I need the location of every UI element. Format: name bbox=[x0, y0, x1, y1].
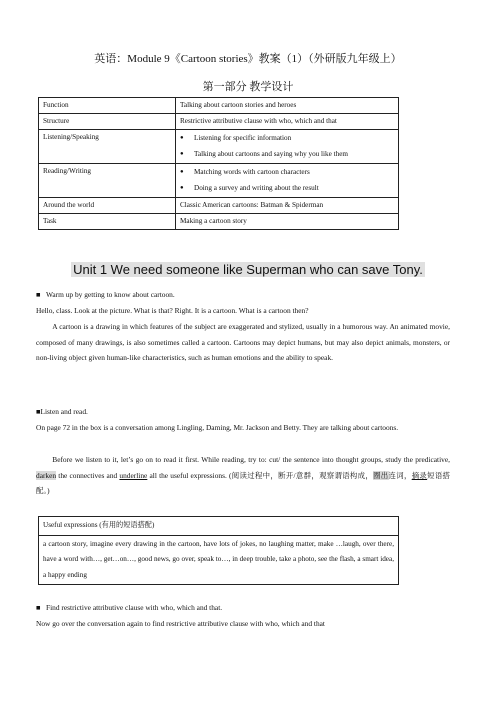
useful-expressions-body: a cartoon story, imagine every drawing in the cartoon, have lots of jokes, no laughing matter, make …laugh, over there, have a word with…, get…on…, good news, go over, speak to…, in deep trouble, take a photo, see the flash, a smart idea, a happy ending bbox=[39, 535, 399, 585]
last-line: Now go over the conversation again to find restrictive attributive clause with who, which and that bbox=[36, 619, 325, 628]
bullet-item bbox=[180, 184, 394, 193]
square-bullet-icon: ■ bbox=[36, 603, 41, 612]
lesson-overview-table bbox=[38, 97, 399, 230]
table-value bbox=[176, 130, 399, 164]
table-key: Around the world bbox=[39, 198, 176, 214]
warmup-text: Warm up by getting to know about cartoon. bbox=[46, 290, 175, 299]
square-bullet-icon: ■ bbox=[36, 290, 41, 299]
reading-instructions-paragraph: Before we listen to it, let’s go on to read it first. While reading, try to: cut/ the sentence into thought groups, study the predicative, darken the connectives and underline all the useful expressions. (阅读过程中，断开/意群，观察谓语构成，圈出连词，摘录短语搭配。) bbox=[36, 455, 450, 495]
bullet-icon: ● bbox=[180, 169, 184, 175]
table-row bbox=[39, 535, 399, 585]
warmup-heading bbox=[36, 287, 450, 303]
bullet-icon: ● bbox=[180, 135, 184, 141]
bullet-item bbox=[180, 150, 394, 159]
bullet-text: Listening for specific information bbox=[194, 134, 292, 142]
table-key: Listening/Speaking bbox=[39, 130, 176, 164]
table-key: Reading/Writing bbox=[39, 164, 176, 198]
table-value bbox=[176, 164, 399, 198]
bullet-text: Doing a survey and writing about the result bbox=[194, 184, 319, 192]
table-row bbox=[39, 130, 399, 164]
bullet-text: Matching words with cartoon characters bbox=[194, 168, 310, 176]
cn-underline-highlight: 摘录 bbox=[411, 470, 428, 480]
page72-paragraph: On page 72 in the box is a conversation among Lingling, Daming, Mr. Jackson and Betty. They are talking about cartoons. bbox=[36, 423, 399, 432]
table-row bbox=[39, 198, 399, 214]
cn-darken-highlight: 圈出 bbox=[373, 470, 389, 480]
bullet-icon: ● bbox=[180, 151, 184, 157]
table-row bbox=[39, 214, 399, 230]
table-row bbox=[39, 114, 399, 130]
table-row bbox=[39, 98, 399, 114]
table-row bbox=[39, 517, 399, 536]
table-key: Structure bbox=[39, 114, 176, 130]
useful-expressions-header: Useful expressions (有用的短语搭配) bbox=[39, 517, 399, 536]
find-heading bbox=[36, 600, 450, 616]
underline-highlight: underline bbox=[119, 470, 148, 480]
bullet-icon: ● bbox=[180, 185, 184, 191]
bullet-item bbox=[180, 134, 394, 143]
table-value: Talking about cartoon stories and heroes bbox=[176, 98, 399, 114]
bullet-text: Talking about cartoons and saying why you like them bbox=[194, 150, 348, 158]
cartoon-definition-paragraph: A cartoon is a drawing in which features of the subject are exaggerated and stylized, usually in a humorous way. An animated movie, composed of many drawings, is also sometimes called a cartoon. Cartoons may depict humans, but may also depict animals, monsters, or non-living object given human-like characteristics, such as human emotions and the ability to speak. bbox=[36, 322, 450, 362]
bullet-item bbox=[180, 168, 394, 177]
table-value: Making a cartoon story bbox=[176, 214, 399, 230]
darken-highlight: darken bbox=[36, 470, 57, 480]
table-key: Task bbox=[39, 214, 176, 230]
table-key: Function bbox=[39, 98, 176, 114]
table-value: Classic American cartoons: Batman & Spiderman bbox=[176, 198, 399, 214]
document-title: 英语：Module 9《Cartoon stories》教案（1）（外研版九年级上） bbox=[94, 53, 402, 65]
section-subtitle: 第一部分 教学设计 bbox=[202, 81, 294, 93]
table-row bbox=[39, 164, 399, 198]
table-value: Restrictive attributive clause with who, which and that bbox=[176, 114, 399, 130]
listen-heading: ■Listen and read. bbox=[36, 407, 88, 416]
unit-heading: Unit 1 We need someone like Superman who can save Tony. bbox=[73, 262, 423, 277]
useful-expressions-table bbox=[38, 516, 399, 585]
hello-line: Hello, class. Look at the picture. What is that? Right. It is a cartoon. What is a cartoon then? bbox=[36, 306, 309, 315]
find-text: Find restrictive attributive clause with who, which and that. bbox=[46, 603, 223, 612]
